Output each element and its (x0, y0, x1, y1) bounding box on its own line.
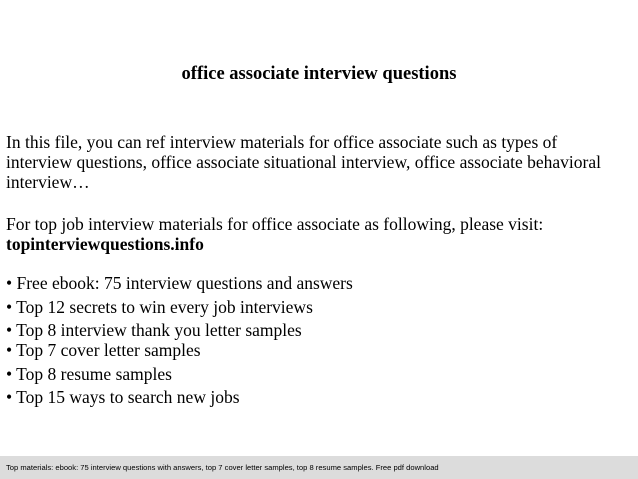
list-item: • Top 7 cover letter samples (6, 340, 201, 360)
list-item: • Top 8 resume samples (6, 364, 172, 384)
intro-line: interview questions, office associate situational interview, office associate behavioral (6, 152, 601, 172)
intro-paragraph (6, 132, 634, 192)
site-link[interactable]: topinterviewquestions.info (6, 234, 204, 254)
page-title: office associate interview questions (181, 64, 457, 84)
list-item: • Top 12 secrets to win every job interviews (6, 297, 313, 317)
intro-line: interview… (6, 172, 90, 192)
footer-text: Top materials: ebook: 75 interview questions with answers, top 7 cover letter samples, top 8 resume samples. Free pdf download (6, 463, 439, 472)
footer-bar (0, 456, 638, 479)
list-item: • Top 8 interview thank you letter samples (6, 320, 302, 340)
list-item: • Top 15 ways to search new jobs (6, 387, 240, 407)
intro-line: In this file, you can ref interview materials for office associate such as types of (6, 132, 558, 152)
list-item: • Free ebook: 75 interview questions and answers (6, 273, 353, 293)
visit-prompt: For top job interview materials for office associate as following, please visit: (6, 214, 544, 234)
